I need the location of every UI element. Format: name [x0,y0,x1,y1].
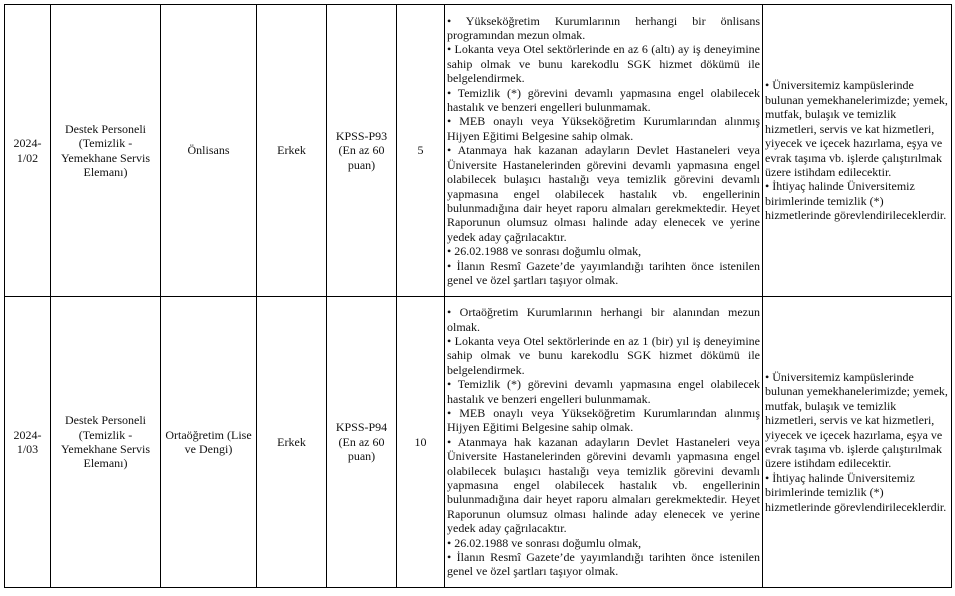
posting-code-cell: 2024-1/03 [5,297,51,588]
gender-cell: Erkek [257,297,327,588]
note-item: • Üniversitemiz kampüslerinde bulunan yemekhanelerimizde; yemek, mutfak, bulaşık ve temizlik hizmetleri, servis ve kat hizmetleri, yiyecek ve içecek hazırlama, eşya ve evrak taşıma vb. işlerde çalıştırılmak üzere istihdam edilecektir. [765,78,948,179]
requirement-item: • Yükseköğretim Kurumlarının herhangi bir önlisans programından mezun olmak. [447,13,760,43]
note-item: • Üniversitemiz kampüslerinde bulunan yemekhanelerimizde; yemek, mutfak, bulaşık ve temizlik hizmetleri, servis ve kat hizmetleri, yiyecek ve içecek hazırlama, eşya ve evrak taşıma vb. işlerde çalıştırılmak üzere istihdam edilecektir. [765,369,948,471]
job-postings-table [4,4,952,588]
position-title-cell: Destek Personeli (Temizlik - Yemekhane Servis Elemanı) [51,297,161,588]
requirement-item: • Ortaöğretim Kurumlarının herhangi bir alanından mezun olmak. [447,305,760,334]
requirement-item: • Atanmaya hak kazanan adayların Devlet Hastaneleri veya Üniversite Hastanelerinden görevini devamlı yapmasına engel olabilecek bulaşıcı hastalığı veya temizlik görevini devamlı yapmasına engel olabilecek hastalık vb. engellerinin bulunmadığına dair heyet raporu almaları gerekmektedir. Heyet Raporunun olumsuz olması halinde aday elenecek ve yerine yedek aday çağrılacaktır. [447,143,760,244]
requirements-cell [445,5,763,297]
requirement-item: • 26.02.1988 ve sonrası doğumlu olmak, [447,244,642,259]
education-level-cell: Önlisans [161,5,257,297]
exam-score-cell: KPSS-P94 (En az 60 puan) [327,297,397,588]
requirement-item: • Temizlik (*) görevini devamlı yapmasına engel olabilecek hastalık ve benzeri engelleri bulunmamak. [447,377,760,406]
gender-cell: Erkek [257,5,327,297]
requirement-item: • MEB onaylı veya Yükseköğretim Kurumlarından alınmış Hijyen Eğitimi Belgesine sahip olmak. [447,114,760,143]
requirements-cell [445,297,763,588]
exam-score-cell: KPSS-P93 (En az 60 puan) [327,5,397,297]
education-level-cell: Ortaöğretim (Lise ve Dengi) [161,297,257,588]
requirement-item: • Temizlik (*) görevini devamlı yapmasına engel olabilecek hastalık ve benzeri engelleri bulunmamak. [447,85,760,115]
requirement-item: • Lokanta veya Otel sektörlerinde en az 6 (altı) ay iş deneyimine sahip olmak ve bunu karekodlu SGK hizmet dökümü ile belgelendirmek. [447,42,760,86]
requirement-item: • MEB onaylı veya Yükseköğretim Kurumlarından alınmış Hijyen Eğitimi Belgesine sahip olmak. [447,405,760,435]
position-count-cell: 10 [397,297,445,588]
note-item: • İhtiyaç halinde Üniversitemiz birimlerinde temizlik (*) hizmetlerinde görevlendirileceklerdir. [765,470,947,514]
notes-cell [763,297,952,588]
table-row [5,297,952,588]
requirement-item: • İlanın Resmî Gazete’de yayımlandığı tarihten önce istenilen genel ve özel şartları taşıyor olmak. [447,258,760,287]
posting-code-cell: 2024-1/02 [5,5,51,297]
requirement-item: • Lokanta veya Otel sektörlerinde en az 1 (bir) yıl iş deneyimine sahip olmak ve bunu karekodlu SGK hizmet dökümü ile belgelendirmek. [447,333,760,377]
position-title-cell: Destek Personeli (Temizlik - Yemekhane Servis Elemanı) [51,5,161,297]
requirement-item: • Atanmaya hak kazanan adayların Devlet Hastaneleri veya Üniversite Hastanelerinden görevini devamlı yapmasına engel olabilecek bulaşıcı hastalığı veya temizlik görevini devamlı yapmasına engel olabilecek hastalık vb. engellerinin bulunmadığına dair heyet raporu almaları gerekmektedir. Heyet Raporunun olumsuz olması halinde aday elenecek ve yerine yedek aday çağrılacaktır. [447,434,760,536]
notes-cell [763,5,952,297]
note-item: • İhtiyaç halinde Üniversitemiz birimlerinde temizlik (*) hizmetlerinde görevlendirileceklerdir. [765,179,947,223]
requirement-item: • İlanın Resmî Gazete’de yayımlandığı tarihten önce istenilen genel ve özel şartları taşıyor olmak. [447,550,760,579]
requirement-item: • 26.02.1988 ve sonrası doğumlu olmak, [447,535,642,550]
position-count-cell: 5 [397,5,445,297]
table-row [5,5,952,297]
